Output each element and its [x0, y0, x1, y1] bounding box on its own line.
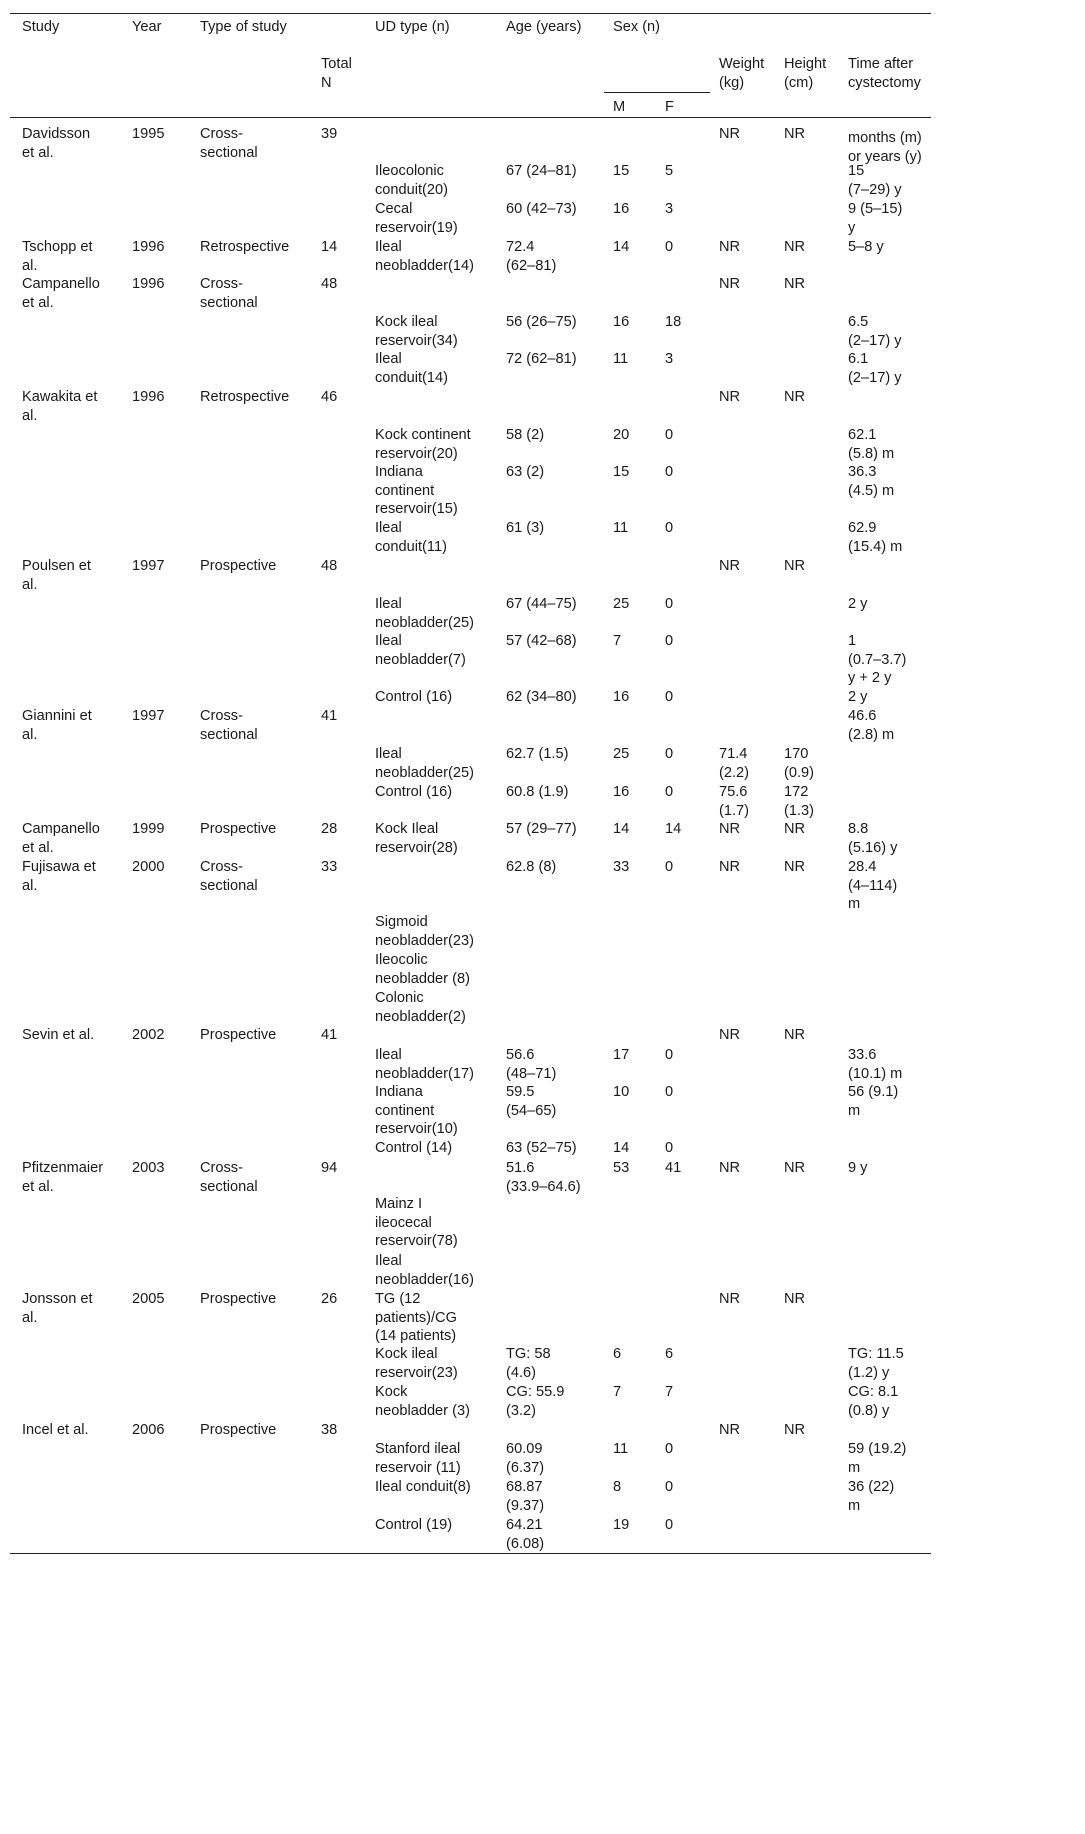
study-cell: Davidsson et al. — [22, 126, 91, 161]
sex-m-cell: 8 — [613, 1479, 622, 1495]
age-cell: 56.6 (48–71) — [506, 1047, 557, 1082]
sex-m-cell: 16 — [613, 314, 630, 330]
age-cell: 57 (42–68) — [506, 633, 577, 649]
total-n-cell: 48 — [321, 276, 338, 292]
weight-cell: NR — [719, 276, 741, 292]
age-cell: 72.4 (62–81) — [506, 239, 557, 274]
study-type-cell: Cross- sectional — [200, 859, 258, 894]
header-sex-m: M — [613, 99, 626, 115]
weight-cell: NR — [719, 1291, 741, 1307]
height-cell: NR — [784, 1422, 806, 1438]
age-cell: 61 (3) — [506, 520, 545, 536]
ud-type-cell: Ileal conduit(11) — [375, 520, 447, 555]
time-cell: 1 (0.7–3.7) y + 2 y — [848, 633, 907, 686]
header-type: Type of study — [200, 19, 287, 35]
sex-f-cell: 7 — [665, 1384, 674, 1400]
age-cell: TG: 58 (4.6) — [506, 1346, 551, 1381]
year-cell: 1996 — [132, 239, 165, 255]
weight-cell: 71.4 (2.2) — [719, 746, 750, 781]
study-cell: Tschopp et al. — [22, 239, 93, 274]
age-cell: 63 (2) — [506, 464, 545, 480]
ud-type-cell: Ileal neobladder(14) — [375, 239, 474, 274]
sex-m-cell: 25 — [613, 746, 630, 762]
sex-f-cell: 0 — [665, 1047, 674, 1063]
time-cell: 28.4 (4–114) m — [848, 859, 898, 912]
ud-type-cell: Kock continent reservoir(20) — [375, 427, 471, 462]
time-cell: 46.6 (2.8) m — [848, 708, 895, 743]
sex-f-cell: 0 — [665, 596, 674, 612]
weight-cell: NR — [719, 126, 741, 142]
ud-type-cell: Sigmoid neobladder(23) — [375, 914, 474, 949]
height-cell: NR — [784, 821, 806, 837]
ud-type-cell: Control (16) — [375, 784, 453, 800]
weight-cell: NR — [719, 1160, 741, 1176]
time-cell: 62.9 (15.4) m — [848, 520, 903, 555]
study-cell: Kawakita et al. — [22, 389, 98, 424]
sex-m-cell: 7 — [613, 1384, 622, 1400]
study-type-cell: Cross- sectional — [200, 126, 258, 161]
header-sex: Sex (n) — [613, 19, 661, 35]
year-cell: 2005 — [132, 1291, 165, 1307]
total-n-cell: 94 — [321, 1160, 338, 1176]
study-cell: Fujisawa et al. — [22, 859, 96, 894]
header-sex-f: F — [665, 99, 674, 115]
study-type-cell: Cross- sectional — [200, 276, 258, 311]
ud-type-cell: Kock neobladder (3) — [375, 1384, 470, 1419]
ud-type-cell: Ileal neobladder(16) — [375, 1253, 474, 1288]
sex-f-cell: 41 — [665, 1160, 682, 1176]
year-cell: 2002 — [132, 1027, 165, 1043]
sex-m-cell: 17 — [613, 1047, 630, 1063]
sex-f-cell: 0 — [665, 1441, 674, 1457]
ud-type-cell: Ileal conduit(14) — [375, 351, 449, 386]
age-cell: 60 (42–73) — [506, 201, 577, 217]
study-cell: Incel et al. — [22, 1422, 89, 1438]
ud-type-cell: Ileal neobladder(25) — [375, 746, 474, 781]
height-cell: NR — [784, 1291, 806, 1307]
study-cell: Campanello et al. — [22, 821, 100, 856]
age-cell: 62 (34–80) — [506, 689, 577, 705]
sex-f-cell: 0 — [665, 520, 674, 536]
ud-type-cell: Control (16) — [375, 689, 453, 705]
sex-f-cell: 0 — [665, 746, 674, 762]
year-cell: 1999 — [132, 821, 165, 837]
height-cell: NR — [784, 126, 806, 142]
weight-cell: NR — [719, 389, 741, 405]
sex-m-cell: 15 — [613, 163, 630, 179]
sex-f-cell: 18 — [665, 314, 682, 330]
sex-f-cell: 0 — [665, 1140, 674, 1156]
study-cell: Campanello et al. — [22, 276, 100, 311]
weight-cell: NR — [719, 1027, 741, 1043]
weight-cell: NR — [719, 558, 741, 574]
header-ud-type: UD type (n) — [375, 19, 450, 35]
year-cell: 2000 — [132, 859, 165, 875]
time-cell: 9 (5–15) y — [848, 201, 903, 236]
header-study: Study — [22, 19, 60, 35]
time-cell: 33.6 (10.1) m — [848, 1047, 903, 1082]
study-type-cell: Retrospective — [200, 389, 290, 405]
study-cell: Giannini et al. — [22, 708, 92, 743]
ud-type-cell: Indiana continent reservoir(15) — [375, 464, 458, 517]
study-type-cell: Prospective — [200, 1027, 277, 1043]
sex-m-cell: 6 — [613, 1346, 622, 1362]
ud-type-cell: Colonic neobladder(2) — [375, 990, 466, 1025]
header-weight: Weight (kg) — [719, 56, 765, 91]
age-cell: 58 (2) — [506, 427, 545, 443]
weight-cell: NR — [719, 821, 741, 837]
sex-m-cell: 11 — [613, 1441, 629, 1457]
time-cell: 2 y — [848, 689, 868, 705]
total-n-cell: 41 — [321, 1027, 338, 1043]
sex-f-cell: 0 — [665, 239, 674, 255]
age-cell: 62.8 (8) — [506, 859, 557, 875]
sex-f-cell: 14 — [665, 821, 682, 837]
time-cell: 62.1 (5.8) m — [848, 427, 895, 462]
time-cell: 6.5 (2–17) y — [848, 314, 902, 349]
total-n-cell: 41 — [321, 708, 338, 724]
sex-f-cell: 0 — [665, 689, 674, 705]
ud-type-cell: Ileal neobladder(25) — [375, 596, 474, 631]
study-type-cell: Cross- sectional — [200, 708, 258, 743]
sex-m-cell: 16 — [613, 784, 630, 800]
ud-type-cell: Cecal reservoir(19) — [375, 201, 458, 236]
ud-type-cell: Indiana continent reservoir(10) — [375, 1084, 458, 1137]
time-cell: 36.3 (4.5) m — [848, 464, 895, 499]
sex-f-cell: 0 — [665, 1517, 674, 1533]
year-cell: 1996 — [132, 276, 165, 292]
time-cell: TG: 11.5 (1.2) y — [848, 1346, 904, 1381]
sex-f-cell: 0 — [665, 1084, 674, 1100]
height-cell: NR — [784, 389, 806, 405]
time-cell: 5–8 y — [848, 239, 884, 255]
sex-f-cell: 0 — [665, 1479, 674, 1495]
total-n-cell: 28 — [321, 821, 338, 837]
sex-m-cell: 14 — [613, 239, 630, 255]
age-cell: 57 (29–77) — [506, 821, 577, 837]
sex-f-cell: 3 — [665, 201, 674, 217]
sex-f-cell: 0 — [665, 859, 674, 875]
age-cell: 60.09 (6.37) — [506, 1441, 545, 1476]
age-cell: 72 (62–81) — [506, 351, 577, 367]
sex-f-cell: 3 — [665, 351, 674, 367]
age-cell: 68.87 (9.37) — [506, 1479, 545, 1514]
ud-type-cell: Ileocolic neobladder (8) — [375, 952, 470, 987]
ud-type-cell: Mainz I ileocecal reservoir(78) — [375, 1196, 458, 1249]
height-cell: 172 (1.3) — [784, 784, 815, 819]
sex-m-cell: 7 — [613, 633, 622, 649]
age-cell: 62.7 (1.5) — [506, 746, 569, 762]
time-cell: 9 y — [848, 1160, 868, 1176]
study-type-cell: Retrospective — [200, 239, 290, 255]
study-type-cell: Cross- sectional — [200, 1160, 258, 1195]
study-cell: Jonsson et al. — [22, 1291, 93, 1326]
study-cell: Poulsen et al. — [22, 558, 91, 593]
sex-f-cell: 0 — [665, 633, 674, 649]
sex-m-cell: 16 — [613, 201, 630, 217]
sex-m-cell: 53 — [613, 1160, 630, 1176]
header-age: Age (years) — [506, 19, 582, 35]
age-cell: 64.21 (6.08) — [506, 1517, 545, 1552]
time-cell: 2 y — [848, 596, 868, 612]
ud-type-cell: Kock ileal reservoir(34) — [375, 314, 458, 349]
time-cell: 6.1 (2–17) y — [848, 351, 902, 386]
weight-cell: NR — [719, 239, 741, 255]
age-cell: 60.8 (1.9) — [506, 784, 569, 800]
sex-f-cell: 0 — [665, 427, 674, 443]
sex-m-cell: 19 — [613, 1517, 630, 1533]
sex-m-cell: 33 — [613, 859, 630, 875]
year-cell: 1996 — [132, 389, 165, 405]
header-year: Year — [132, 19, 162, 35]
height-cell: NR — [784, 1027, 806, 1043]
total-n-cell: 48 — [321, 558, 338, 574]
header-time: Time after cystectomy months (m) or years (y) — [848, 56, 922, 165]
ud-type-cell: Stanford ileal reservoir (11) — [375, 1441, 461, 1476]
year-cell: 2006 — [132, 1422, 165, 1438]
sex-m-cell: 10 — [613, 1084, 630, 1100]
age-cell: 56 (26–75) — [506, 314, 577, 330]
sex-f-cell: 6 — [665, 1346, 674, 1362]
ud-type-cell: Ileal neobladder(7) — [375, 633, 466, 668]
sex-m-cell: 11 — [613, 351, 629, 367]
total-n-cell: 33 — [321, 859, 338, 875]
total-n-cell: 38 — [321, 1422, 338, 1438]
study-type-cell: Prospective — [200, 1422, 277, 1438]
total-n-cell: 26 — [321, 1291, 338, 1307]
age-cell: 63 (52–75) — [506, 1140, 577, 1156]
sex-m-cell: 14 — [613, 821, 630, 837]
sex-f-cell: 5 — [665, 163, 674, 179]
sex-f-cell: 0 — [665, 784, 674, 800]
year-cell: 1995 — [132, 126, 165, 142]
ud-type-cell: Kock ileal reservoir(23) — [375, 1346, 458, 1381]
weight-cell: NR — [719, 859, 741, 875]
sex-m-cell: 15 — [613, 464, 630, 480]
ud-type-cell: Control (14) — [375, 1140, 453, 1156]
time-cell: 8.8 (5.16) y — [848, 821, 898, 856]
study-cell: Pfitzenmaier et al. — [22, 1160, 104, 1195]
ud-type-cell: Kock Ileal reservoir(28) — [375, 821, 458, 856]
header-height: Height (cm) — [784, 56, 827, 91]
sex-f-cell: 0 — [665, 464, 674, 480]
sex-m-cell: 20 — [613, 427, 630, 443]
table-bottom-rule — [10, 1553, 931, 1554]
ud-type-cell: Ileocolonic conduit(20) — [375, 163, 449, 198]
sex-m-cell: 25 — [613, 596, 630, 612]
ud-type-cell: Ileal conduit(8) — [375, 1479, 471, 1495]
ud-type-cell: TG (12 patients)/CG (14 patients) — [375, 1291, 457, 1344]
study-type-cell: Prospective — [200, 821, 277, 837]
ud-type-cell: Ileal neobladder(17) — [375, 1047, 474, 1082]
study-type-cell: Prospective — [200, 558, 277, 574]
year-cell: 1997 — [132, 558, 165, 574]
table-top-rule — [10, 13, 931, 14]
height-cell: NR — [784, 276, 806, 292]
sex-m-cell: 11 — [613, 520, 629, 536]
time-cell: 15 (7–29) y — [848, 163, 902, 198]
time-cell: 36 (22) m — [848, 1479, 895, 1514]
year-cell: 1997 — [132, 708, 165, 724]
age-cell: 67 (44–75) — [506, 596, 577, 612]
height-cell: NR — [784, 239, 806, 255]
ud-type-cell: Control (19) — [375, 1517, 453, 1533]
sex-header-rule — [604, 92, 710, 93]
age-cell: CG: 55.9 (3.2) — [506, 1384, 565, 1419]
study-cell: Sevin et al. — [22, 1027, 95, 1043]
age-cell: 59.5 (54–65) — [506, 1084, 557, 1119]
year-cell: 2003 — [132, 1160, 165, 1176]
header-total-n: Total N — [321, 56, 352, 91]
sex-m-cell: 16 — [613, 689, 630, 705]
time-cell: CG: 8.1 (0.8) y — [848, 1384, 899, 1419]
age-cell: 67 (24–81) — [506, 163, 577, 179]
time-cell: 56 (9.1) m — [848, 1084, 899, 1119]
age-cell: 51.6 (33.9–64.6) — [506, 1160, 581, 1195]
height-cell: NR — [784, 859, 806, 875]
total-n-cell: 39 — [321, 126, 338, 142]
weight-cell: NR — [719, 1422, 741, 1438]
height-cell: NR — [784, 1160, 806, 1176]
sex-m-cell: 14 — [613, 1140, 630, 1156]
study-type-cell: Prospective — [200, 1291, 277, 1307]
time-cell: 59 (19.2) m — [848, 1441, 907, 1476]
height-cell: NR — [784, 558, 806, 574]
total-n-cell: 46 — [321, 389, 338, 405]
weight-cell: 75.6 (1.7) — [719, 784, 750, 819]
height-cell: 170 (0.9) — [784, 746, 815, 781]
total-n-cell: 14 — [321, 239, 338, 255]
